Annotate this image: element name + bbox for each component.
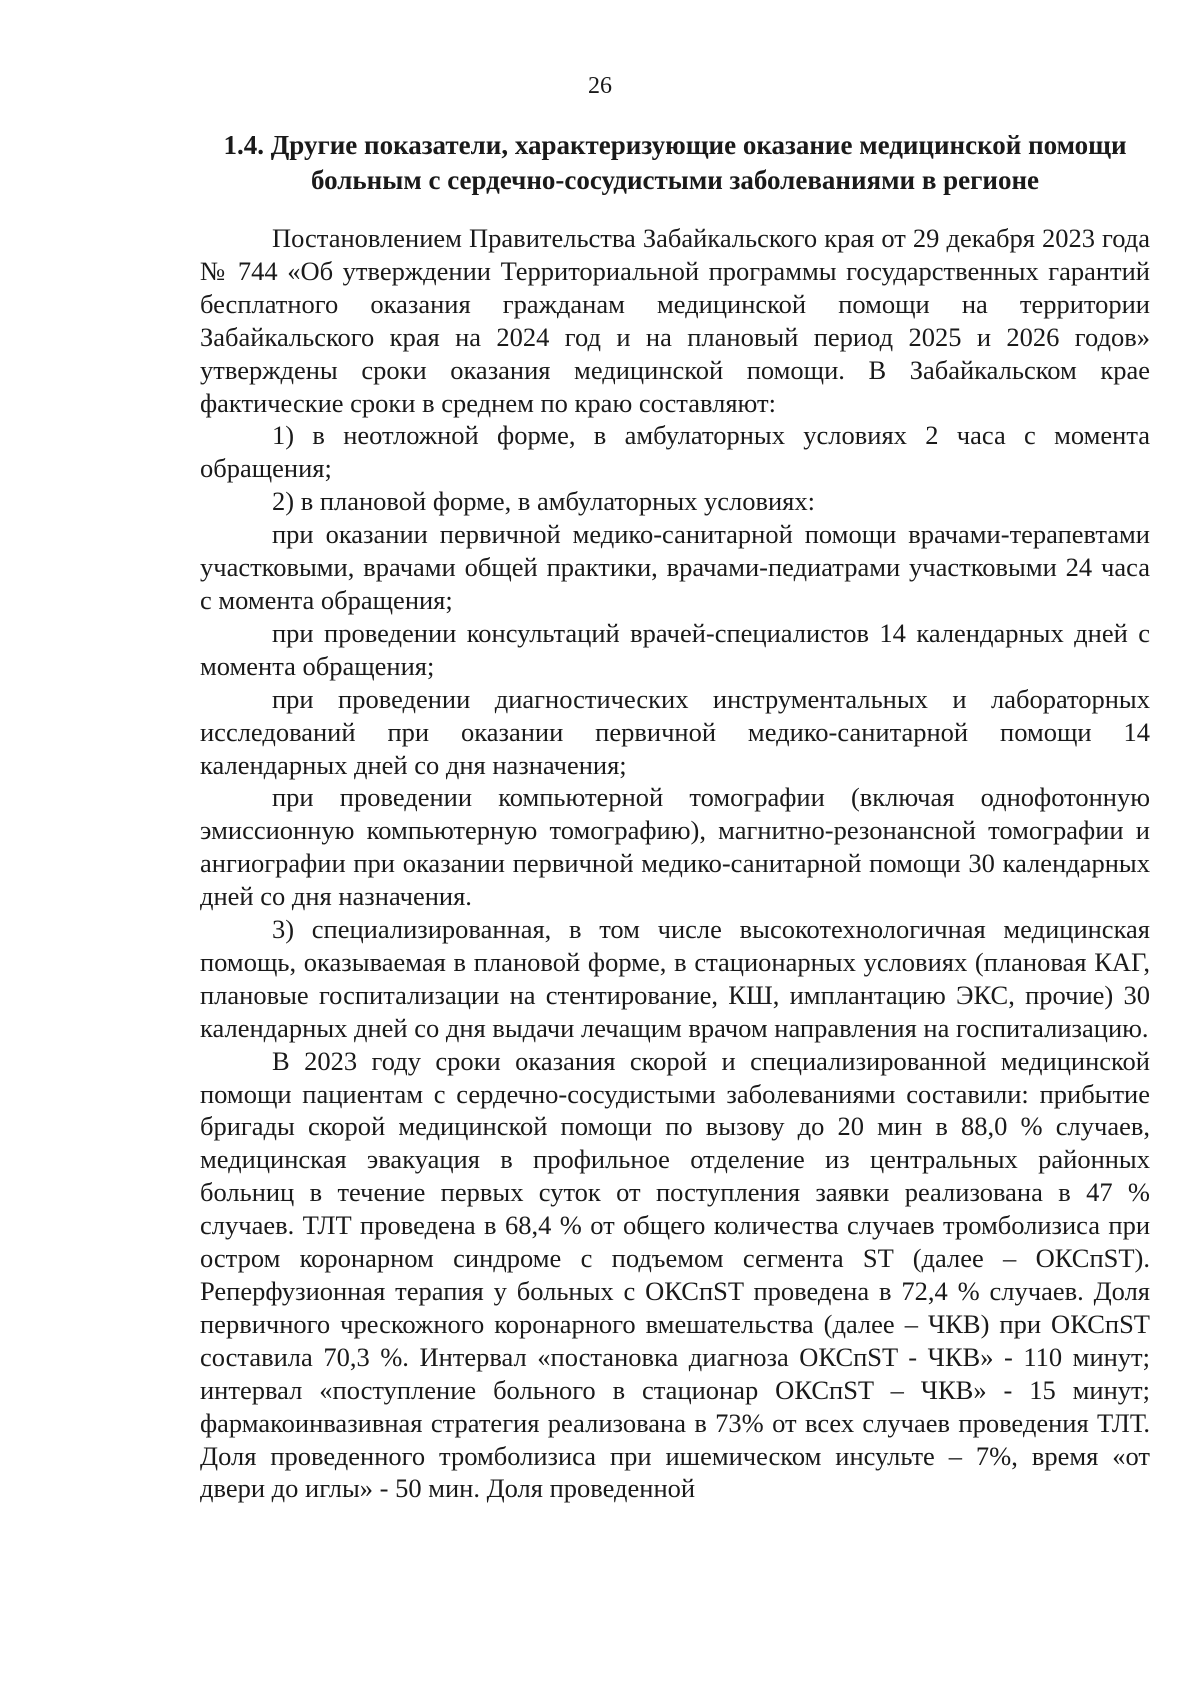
paragraph-primary-care: при оказании первичной медико-санитарной помощи врачами-терапевтами участковыми, врачами общей практики, врачами-педиатрами участковыми 24 часа с момента обращения; — [200, 519, 1150, 615]
section-heading-line-2: больным с сердечно-сосудистыми заболеваниями в регионе — [310, 165, 1040, 195]
section-heading-line-1: 1.4. Другие показатели, характеризующие оказание медицинской помощи — [223, 130, 1127, 160]
paragraph-tomography: при проведении компьютерной томографии (включая однофотонную эмиссионную компьютерную томографию), магнитно-резонансной томографии и ангиографии при оказании первичной медико-санитарной помощи 30 календарных дней со дня назначения. — [200, 782, 1150, 912]
paragraph-planned-form: 2) в плановой форме, в амбулаторных условиях: — [272, 486, 815, 517]
paragraph-specialist-consultations: при проведении консультаций врачей-специалистов 14 календарных дней с момента обращения; — [200, 617, 1150, 681]
paragraph-2023-indicators: В 2023 году сроки оказания скорой и специализированной медицинской помощи пациентам с сердечно-сосудистыми заболеваниями составили: прибытие бригады скорой медицинской помощи по вызову до 20 мин в 88,0 % случаев, медицинская эвакуация в профильное отделение из центральных районных больниц в течение первых суток от поступления заявки реализована в 47 % случаев. ТЛТ проведена в 68,4 % от общего количества случаев тромболизиса при остром коронарном синдроме с подъемом сегмента ST (далее – ОКСпST). Реперфузионная терапия у больных с ОКСпST проведена в 72,4 % случаев. Доля первичного чрескожного коронарного вмешательства (далее – ЧКВ) при ОКСпST составила 70,3 %. Интервал «постановка диагноза ОКСпST - ЧКВ» - 110 минут; интервал «поступление больного в стационар ОКСпST – ЧКВ» - 15 минут; фармакоинвазивная стратегия реализована в 73% от всех случаев проведения ТЛТ. Доля проведенного тромболизиса при ишемическом инсульте – 7%, время «от двери до иглы» - 50 мин. Доля проведенной — [200, 1045, 1150, 1504]
body-text — [200, 222, 1150, 1505]
paragraph-resolution: Постановлением Правительства Забайкальского края от 29 декабря 2023 года № 744 «Об утверждении Территориальной программы государственных гарантий бесплатного оказания гражданам медицинской помощи на территории Забайкальского края на 2024 год и на плановый период 2025 и 2026 годов» утверждены сроки оказания медицинской помощи. В Забайкальском крае фактические сроки в среднем по краю составляют: — [200, 223, 1150, 418]
section-heading — [200, 128, 1150, 198]
paragraph-specialized-care: 3) специализированная, в том числе высокотехнологичная медицинская помощь, оказываемая в плановой форме, в стационарных условиях (плановая КАГ, плановые госпитализации на стентирование, КШ, имплантацию ЭКС, прочие) 30 календарных дней со дня выдачи лечащим врачом направления на госпитализацию. — [200, 914, 1150, 1043]
paragraph-urgent-form: 1) в неотложной форме, в амбулаторных условиях 2 часа с момента обращения; — [200, 420, 1150, 484]
paragraph-diagnostic-studies: при проведении диагностических инструментальных и лабораторных исследований при оказании первичной медико-санитарной помощи 14 календарных дней со дня назначения; — [200, 683, 1150, 780]
page-number: 26 — [588, 73, 612, 99]
